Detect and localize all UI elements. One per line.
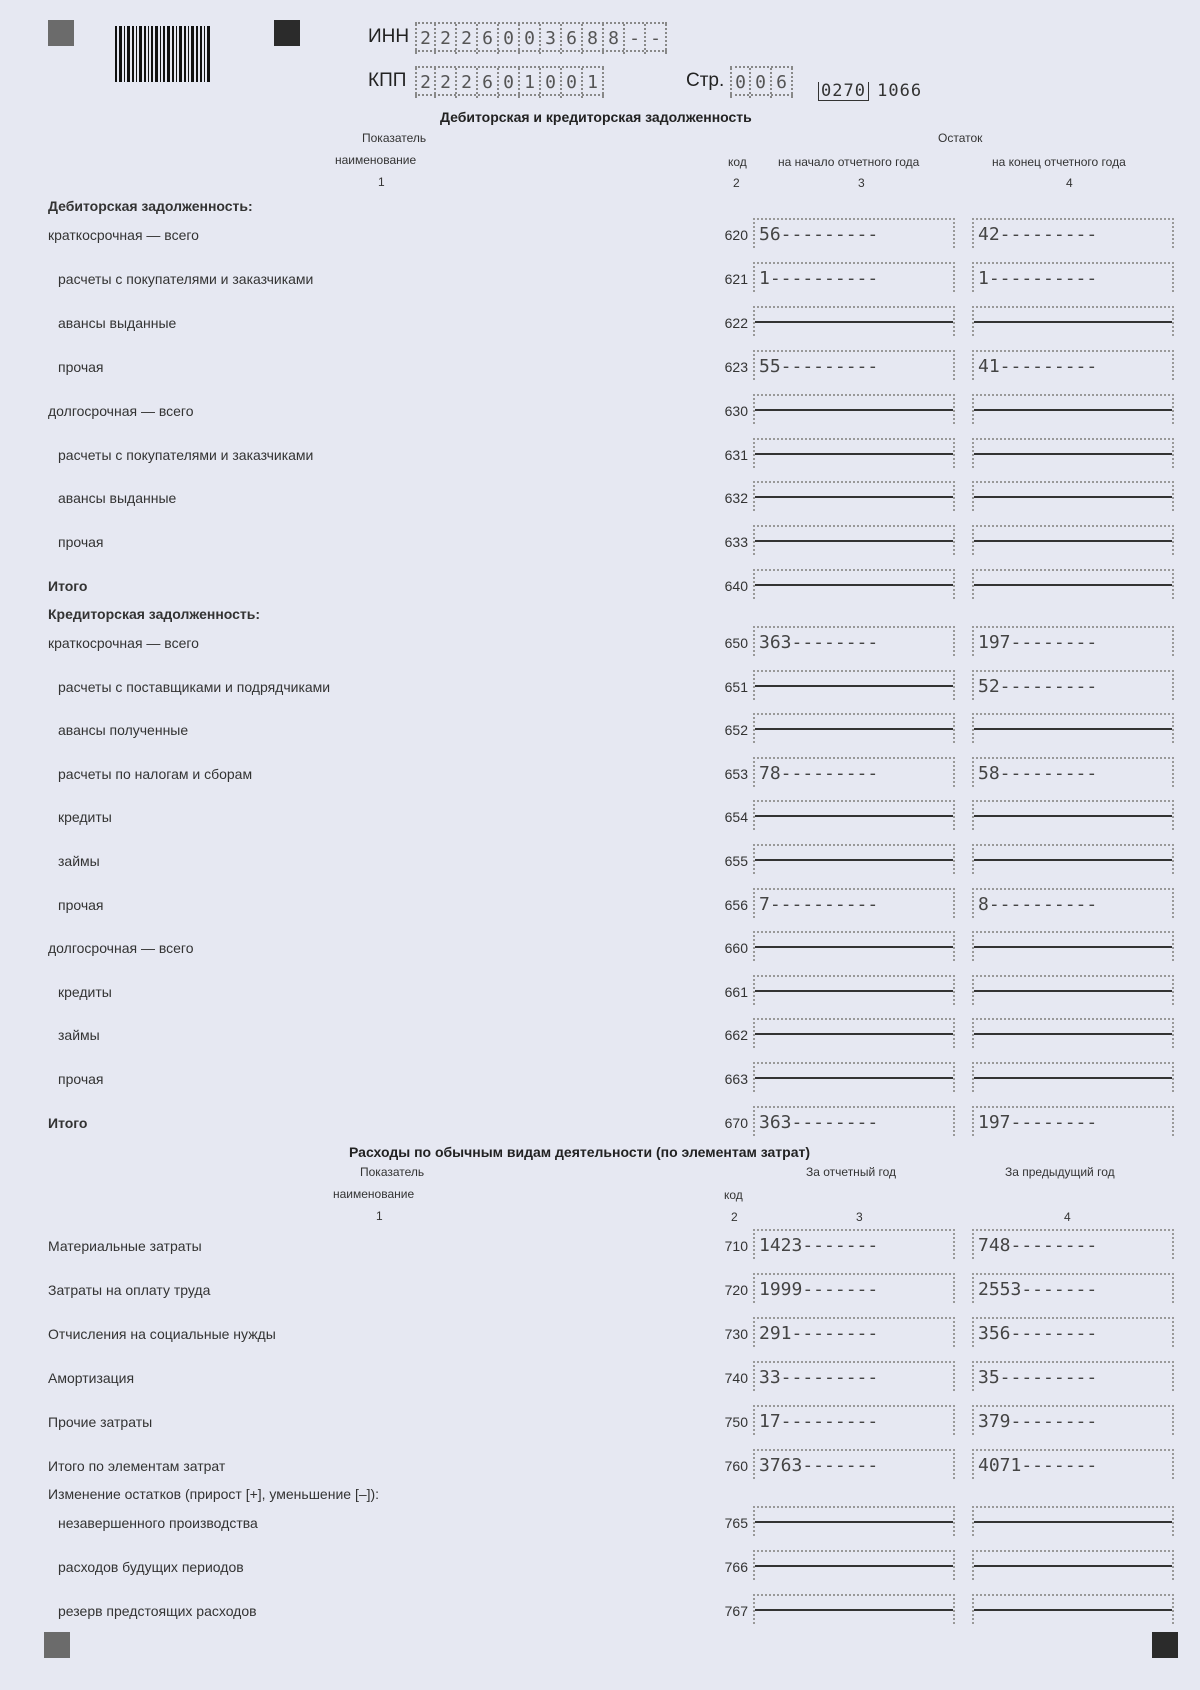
kpp-cell: 2 [457,68,478,98]
row-code: 730 [724,1326,748,1342]
value-cell-previous[interactable]: 2553------- [972,1273,1174,1303]
debt-col-num3: 3 [858,176,865,190]
row-code: 623 [724,358,748,375]
value-cell-start[interactable]: 56--------- [753,218,955,248]
row-code: 650 [724,635,748,651]
row-code: 621 [724,270,748,287]
value-cell-end[interactable] [972,438,1174,468]
row-label: Материальные затраты [48,1238,202,1254]
value-cell-end[interactable]: 197-------- [972,626,1174,656]
value-cell-start[interactable] [753,1018,955,1048]
value-cell-previous[interactable] [972,1506,1174,1536]
value-cell-start[interactable] [753,1062,955,1092]
expenses-section-title: Расходы по обычным видам деятельности (по элементам затрат) [349,1144,811,1160]
row-code: 633 [724,534,748,551]
inn-cell: 8 [604,24,625,54]
page-label: Стр. [686,70,725,91]
row-label: Затраты на оплату труда [48,1282,211,1298]
row-code: 750 [724,1414,748,1430]
row-code: 710 [724,1238,748,1254]
kpp-field [415,66,604,96]
value-cell-end[interactable]: 1---------- [972,262,1174,292]
value-cell-previous[interactable]: 4071------- [972,1449,1174,1479]
page-cell: 0 [751,68,772,98]
row-label: краткосрочная — всего [48,635,199,651]
debt-section-title: Дебиторская и кредиторская задолженность [440,109,752,125]
value-cell-current[interactable]: 3763------- [753,1449,955,1479]
kpp-cell: 6 [478,68,499,98]
value-cell-start[interactable] [753,844,955,874]
row-code: 640 [724,578,748,595]
change-heading: Изменение остатков (прирост [+], уменьшение [–]): [48,1486,380,1502]
value-cell-end[interactable] [972,306,1174,336]
value-cell-current[interactable]: 33--------- [753,1361,955,1391]
row-label: Амортизация [48,1370,135,1386]
row-code: 620 [724,227,748,243]
expenses-col-num2: 2 [731,1210,738,1224]
kpp-cell: 0 [541,68,562,98]
value-cell-previous[interactable] [972,1550,1174,1580]
receivable-heading: Дебиторская задолженность: [48,198,253,214]
inn-cell: 2 [415,24,436,54]
kpp-cell: 1 [583,68,604,98]
row-code: 765 [724,1515,748,1531]
value-cell-end[interactable]: 41--------- [972,350,1174,380]
row-code: 740 [724,1370,748,1386]
value-cell-end[interactable] [972,844,1174,874]
value-cell-start[interactable] [753,394,955,424]
value-cell-end[interactable] [972,481,1174,511]
kpp-cell: 0 [499,68,520,98]
value-cell-current[interactable]: 1423------- [753,1229,955,1259]
row-code: 766 [724,1559,748,1575]
kpp-cell: 2 [436,68,457,98]
value-cell-end[interactable] [972,800,1174,830]
row-code: 660 [724,940,748,957]
expenses-col-previous: За предыдущий год [1005,1165,1115,1179]
value-cell-start[interactable] [753,525,955,555]
page-number-field [730,66,793,96]
row-label: авансы полученные [58,722,189,739]
value-cell-previous[interactable] [972,1594,1174,1624]
value-cell-start[interactable] [753,800,955,830]
debt-col-num4: 4 [1066,176,1073,190]
debt-col-end: на конец отчетного года [992,155,1126,169]
row-label: долгосрочная — всего [48,402,194,419]
row-label: Отчисления на социальные нужды [48,1326,276,1342]
inn-cell: 0 [520,24,541,54]
row-code: 622 [724,314,748,331]
row-label: расчеты с покупателями и заказчиками [58,270,314,287]
row-code: 632 [724,490,748,507]
row-label: Итого [48,578,88,595]
value-cell-end[interactable]: 8---------- [972,888,1174,918]
value-cell-start[interactable] [753,713,955,743]
row-label: авансы выданные [58,314,177,331]
value-cell-end[interactable] [972,394,1174,424]
row-code: 653 [724,765,748,782]
value-cell-current[interactable]: 17--------- [753,1405,955,1435]
inn-cell: 3 [541,24,562,54]
row-code: 631 [724,446,748,463]
expenses-col-num3: 3 [856,1210,863,1224]
barcode-number: 0270 1066 [818,82,869,101]
row-code: 652 [724,722,748,739]
value-cell-end[interactable] [972,569,1174,599]
debt-col-num2: 2 [733,176,740,190]
value-cell-end[interactable] [972,1062,1174,1092]
row-code: 760 [724,1458,748,1474]
row-code: 656 [724,896,748,913]
value-cell-end[interactable] [972,713,1174,743]
value-cell-previous[interactable]: 379-------- [972,1405,1174,1435]
value-cell-start[interactable] [753,670,955,700]
value-cell-start[interactable]: 55--------- [753,350,955,380]
expenses-col-current: За отчетный год [806,1165,896,1179]
kpp-cell: 2 [415,68,436,98]
inn-cell: - [625,24,646,54]
inn-cell: 2 [457,24,478,54]
row-code: 661 [724,983,748,1000]
row-label: расчеты по налогам и сборам [58,765,253,782]
value-cell-start[interactable]: 78--------- [753,757,955,787]
row-label: Итого [48,1114,88,1131]
value-cell-end[interactable] [972,975,1174,1005]
row-code: 720 [724,1282,748,1298]
row-label: Итого по элементам затрат [48,1458,226,1474]
row-code: 651 [724,678,748,695]
value-cell-current[interactable] [753,1550,955,1580]
value-cell-previous[interactable]: 748-------- [972,1229,1174,1259]
page-cell: 0 [730,68,751,98]
row-label: прочая [58,1071,104,1087]
value-cell-start[interactable] [753,569,955,599]
expenses-col-indicator: Показатель [360,1165,425,1179]
value-cell-current[interactable] [753,1506,955,1536]
value-cell-start[interactable] [753,306,955,336]
expenses-col-name: наименование [333,1187,415,1201]
row-label: расчеты с покупателями и заказчиками [58,446,314,463]
value-cell-start[interactable] [753,438,955,468]
row-code: 663 [724,1071,748,1087]
row-label: незавершенного производства [58,1515,258,1531]
value-cell-end[interactable]: 52--------- [972,670,1174,700]
row-label: займы [58,1027,100,1044]
row-code: 654 [724,809,748,826]
debt-col-code: код [728,155,747,169]
page-cell: 6 [772,68,793,98]
value-cell-previous[interactable]: 356-------- [972,1317,1174,1347]
value-cell-end[interactable]: 197-------- [972,1106,1174,1136]
row-label: прочая [58,896,104,913]
value-cell-end[interactable] [972,1018,1174,1048]
row-code: 670 [724,1114,748,1131]
kpp-cell: 1 [520,68,541,98]
registration-mark-top-right [274,20,300,46]
debt-col-indicator: Показатель [362,131,427,145]
value-cell-previous[interactable]: 35--------- [972,1361,1174,1391]
row-label: прочая [58,534,104,551]
row-label: Прочие затраты [48,1414,153,1430]
payable-heading: Кредиторская задолженность: [48,606,261,622]
inn-cell: 2 [436,24,457,54]
value-cell-start[interactable]: 1---------- [753,262,955,292]
value-cell-start[interactable] [753,481,955,511]
row-label: долгосрочная — всего [48,940,194,957]
row-code: 630 [724,402,748,419]
registration-mark-bottom-right [1152,1632,1178,1658]
inn-cell: - [646,24,667,54]
expenses-col-num4: 4 [1064,1210,1071,1224]
row-label: прочая [58,358,104,375]
row-label: резерв предстоящих расходов [58,1603,257,1619]
value-cell-current[interactable]: 1999------- [753,1273,955,1303]
debt-col-name: наименование [335,153,417,167]
kpp-label: КПП [368,70,407,91]
row-label: займы [58,853,100,869]
row-code: 655 [724,853,748,869]
inn-cell: 0 [499,24,520,54]
expenses-col-code: код [724,1188,743,1202]
kpp-cell: 0 [562,68,583,98]
value-cell-end[interactable] [972,931,1174,961]
row-label: расчеты с поставщиками и подрядчиками [58,678,331,695]
debt-col-start: на начало отчетного года [778,155,920,169]
value-cell-start[interactable]: 7---------- [753,888,955,918]
debt-col-num1: 1 [378,175,385,189]
inn-cell: 6 [478,24,499,54]
row-code: 662 [724,1027,748,1044]
row-label: краткосрочная — всего [48,227,199,243]
value-cell-end[interactable]: 42--------- [972,218,1174,248]
expenses-col-num1: 1 [376,1209,383,1223]
value-cell-current[interactable] [753,1594,955,1624]
inn-cell: 6 [562,24,583,54]
value-cell-end[interactable]: 58--------- [972,757,1174,787]
row-label: авансы выданные [58,490,177,507]
inn-label: ИНН [368,26,410,47]
value-cell-start[interactable]: 363-------- [753,626,955,656]
inn-cell: 8 [583,24,604,54]
debt-col-remainder: Остаток [938,131,983,145]
value-cell-start[interactable] [753,931,955,961]
barcode-bars [115,26,232,82]
registration-mark-bottom-left [44,1632,70,1658]
row-code: 767 [724,1603,748,1619]
row-label: кредиты [58,983,112,1000]
inn-field [415,22,667,52]
row-label: расходов будущих периодов [58,1559,244,1575]
value-cell-start[interactable]: 363-------- [753,1106,955,1136]
value-cell-current[interactable]: 291-------- [753,1317,955,1347]
value-cell-end[interactable] [972,525,1174,555]
registration-mark-top-left [48,20,74,46]
row-label: кредиты [58,809,112,826]
value-cell-start[interactable] [753,975,955,1005]
